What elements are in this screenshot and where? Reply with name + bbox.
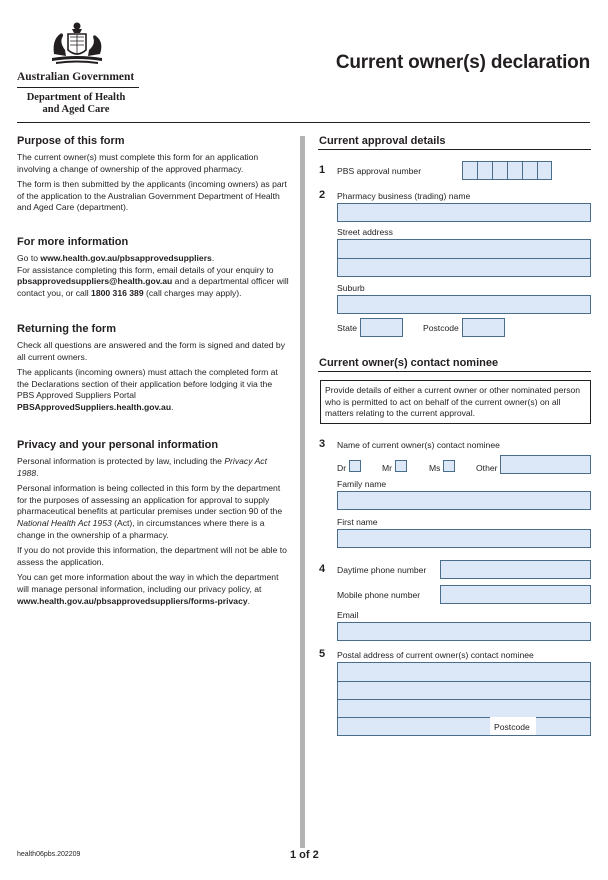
title-dr-label: Dr [337,463,347,473]
nominee-name-label: Name of current owner(s) contact nominee [337,440,500,450]
question-5-number: 5 [319,648,326,660]
title-ms-label: Ms [429,463,441,473]
form-code: health06pbs.202209 [17,851,81,858]
question-2-number: 2 [319,189,326,201]
title-ms-checkbox[interactable] [443,460,455,472]
email-label: Email [337,610,359,620]
info-heading: For more information [17,236,129,248]
privacy-link[interactable]: www.health.gov.au/pbsapprovedsuppliers/forms-privacy [17,595,248,606]
returning-text: Check all questions are answered and the form is signed and dated by all current owners. The applicants (incoming owners) must attach the completed form at the Declarations section of their application before lodging it via the PBS Approved Suppliers Portal PBSApprovedSuppliers.health.gov.au. [17,340,289,418]
postcode-field[interactable] [462,318,505,337]
suburb-label: Suburb [337,283,365,293]
phone-number: 1800 316 389 [91,287,144,298]
website-link[interactable]: www.health.gov.au/pbsapprovedsuppliers [40,253,212,263]
family-name-field[interactable] [337,491,591,510]
question-1-number: 1 [319,164,326,176]
question-4-number: 4 [319,563,326,575]
approval-heading: Current approval details [319,135,446,147]
coat-of-arms-icon [46,20,108,68]
privacy-heading: Privacy and your personal information [17,439,219,451]
approval-heading-rule [318,149,591,150]
business-name-field[interactable] [337,203,591,222]
state-label: State [337,323,358,333]
returning-heading: Returning the form [17,323,116,335]
department-name: Department of Health and Aged Care [26,92,126,115]
suburb-field[interactable] [337,295,591,314]
title-mr-checkbox[interactable] [395,460,407,472]
info-text: Go to www.health.gov.au/pbsapprovedsuppliers. For assistance completing this form, email details of your enquiry to pbsapprovedsuppliers@health.gov.au and a departmental officer will contact you, or call 1800 316 389 (call charges may apply). [17,253,289,298]
pbs-approval-number-field[interactable] [462,161,552,180]
first-name-field[interactable] [337,529,591,548]
mobile-phone-label: Mobile phone number [337,590,421,600]
title-dr-checkbox[interactable] [349,460,361,472]
business-name-label: Pharmacy business (trading) name [337,191,471,201]
purpose-text [17,152,289,218]
daytime-phone-field[interactable] [440,560,591,579]
nominee-heading: Current owner(s) contact nominee [319,357,499,369]
pbs-approval-label: PBS approval number [337,166,422,176]
postcode-label: Postcode [423,323,459,333]
daytime-phone-label: Daytime phone number [337,565,427,575]
portal-link[interactable]: PBSApprovedSuppliers.health.gov.au [17,401,172,412]
street-address-field[interactable] [337,239,591,277]
postal-postcode-label: Postcode [494,722,530,732]
column-divider [300,136,305,848]
postal-address-field[interactable] [337,662,591,736]
purpose-heading: Purpose of this form [17,135,125,147]
title-other-field[interactable] [500,455,591,474]
top-rule [17,122,590,123]
street-address-label: Street address [337,227,393,237]
purpose-p1: The current owner(s) must complete this form for an application involving a change of ownership of the approved pharmacy. [17,152,259,174]
purpose-p2: The form is then submitted by the applicants (incoming owners) as part of the application to the Australian Government Department of Health and Aged Care (department). [17,179,287,213]
family-name-label: Family name [337,479,387,489]
privacy-text: Personal information is protected by law, including the Privacy Act 1988. Personal information is being collected in this form by the department for the purposes of assessing an application for approval to supply pharmaceutical benefits at particular premises under section 90 of the National Health Act 1953 (Act), in circumstances where there is a change in the ownership of a pharmacy. If you do not provide this information, the department will not be able to assess the application. You can get more information about the way in which the department will manage personal information, including our privacy policy, at www.health.gov.au/pbsapprovedsuppliers/forms-privacy. [17,456,289,611]
returning-p1: Check all questions are answered and the form is signed and dated by all current owners. [17,340,286,362]
title-other-label: Other [476,463,498,473]
privacy-p3: If you do not provide this information, the department will not be able to assess the application. [17,545,287,567]
postal-address-label: Postal address of current owner(s) contact nominee [337,650,534,660]
email-link[interactable]: pbsapprovedsuppliers@health.gov.au [17,276,173,287]
form-title: Current owner(s) declaration [335,52,590,73]
header-rule [17,87,139,88]
first-name-label: First name [337,517,378,527]
state-field[interactable] [360,318,403,337]
nominee-note: Provide details of either a current owner or other nominated person who is permitted to act on behalf of the current owner(s) on all matters relating to the current approval. [320,380,591,424]
mobile-phone-field[interactable] [440,585,591,604]
email-field[interactable] [337,622,591,641]
page-number: 1 of 2 [290,849,319,861]
nominee-heading-rule [318,371,591,372]
title-mr-label: Mr [382,463,393,473]
government-name: Australian Government [17,71,135,83]
question-3-number: 3 [319,438,326,450]
